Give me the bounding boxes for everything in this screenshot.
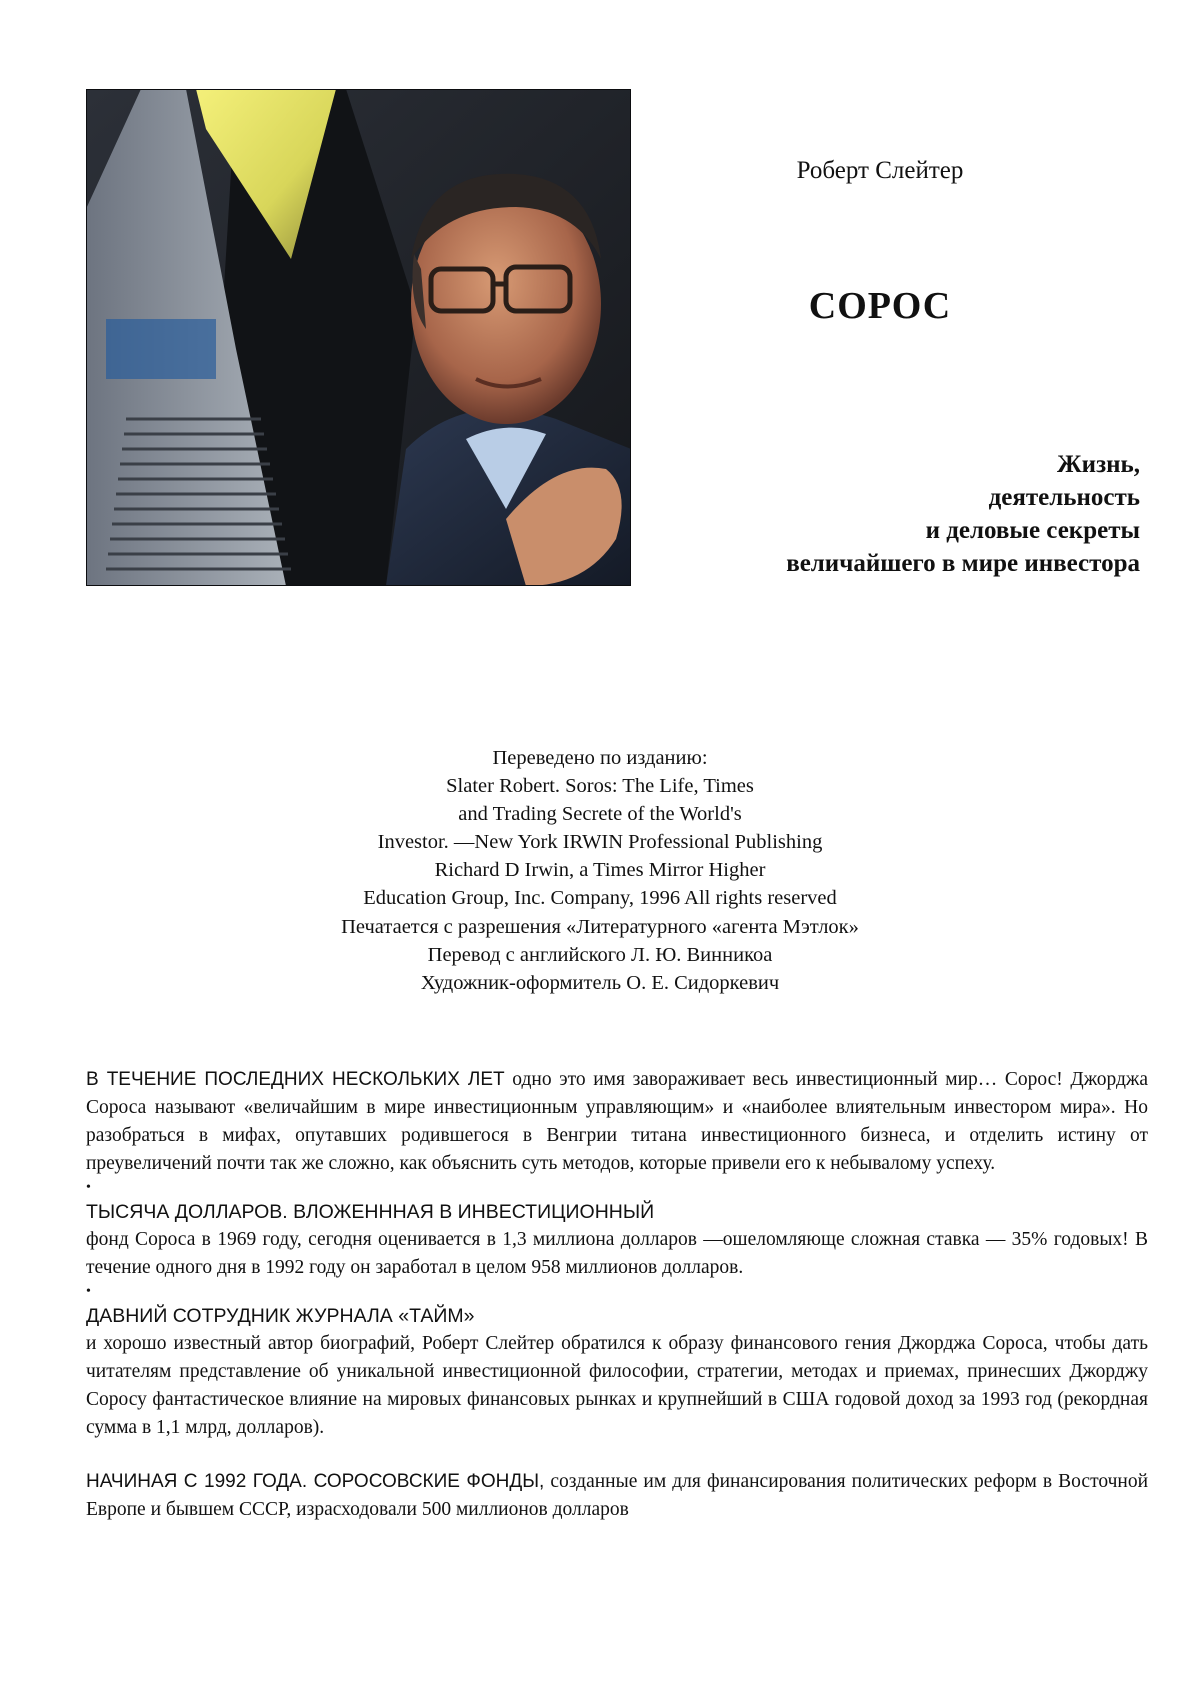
paragraph-lead: В ТЕЧЕНИЕ ПОСЛЕДНИХ НЕСКОЛЬКИХ ЛЕТ	[86, 1069, 505, 1090]
credit-line: Печатается с разрешения «Литературного «агента Мэтлок»	[341, 915, 859, 938]
credit-line: Переведено по изданию:	[492, 747, 708, 769]
paragraph-fund-growth: фонд Сороса в 1969 году, сегодня оценивается в 1,3 миллиона долларов —ошеломляюще сложная ставка — 35% годовых! В течение одного дня в 1992 году он заработал в целом 958 миллионов долларов.	[86, 1229, 1148, 1278]
paragraph-intro	[86, 1066, 1148, 1178]
subtitle-line: деятельность	[988, 484, 1140, 511]
subtitle-line: величайшего в мире инвестора	[786, 550, 1140, 577]
translation-credits	[100, 744, 1100, 997]
subtitle-line: и деловые секреты	[925, 517, 1140, 544]
paragraph-lead: НАЧИНАЯ С 1992 ГОДА. СОРОСОВСКИЕ ФОНДЫ,	[86, 1471, 545, 1492]
paragraph-foundations	[86, 1468, 1148, 1524]
book-subtitle	[580, 448, 1140, 580]
book-title: СОРОС	[808, 285, 952, 327]
credit-line: and Trading Secrete of the World's	[458, 803, 742, 826]
section-heading: ДАВНИЙ СОТРУДНИК ЖУРНАЛА «ТАЙМ»	[86, 1305, 475, 1327]
portrait-image	[86, 89, 631, 586]
credit-line: Перевод с английского Л. Ю. Винникоа	[427, 943, 773, 966]
paragraph-text: одно это имя завораживает весь инвестиционный мир… Сорос! Джорджа Сороса называют «величайшим в мире инвестиционным управляющим» и «наиболее влиятельным инвестором мира». Но разобраться в мифах, опутавших родившегося в Венгрии титана инвестиционного бизнеса, и отделить истину от преувеличений почти так же сложно, как объяснить суть методов, которые привели его к небывалому успеху.	[86, 1069, 1148, 1174]
bullet-marker: •	[86, 1180, 91, 1195]
credit-line: Richard D Irwin, a Times Mirror Higher	[434, 859, 766, 882]
credit-line: Slater Robert. Soros: The Life, Times	[446, 775, 754, 798]
paragraph-spacer	[86, 1442, 1148, 1468]
credit-line: Художник-оформитель О. Е. Сидоркевич	[420, 971, 780, 994]
book-author: Роберт Слейтер	[796, 157, 964, 184]
credit-line: Investor. —New York IRWIN Professional Publishing	[377, 831, 823, 854]
paragraph-text: созданные им для финансирования политических реформ в Восточной Европе и бывшем СССР, израсходовали 500 миллионов долларов	[86, 1471, 1149, 1520]
cover-photo	[86, 89, 631, 586]
subtitle-line: Жизнь,	[1056, 451, 1140, 478]
paragraph-author-bio: и хорошо известный автор биографий, Роберт Слейтер обратился к образу финансового гения Джорджа Сороса, чтобы дать читателям представление об уникальной инвестиционной философии, стратегии, методах и приемах, принесших Джорджу Соросу фантастическое влияние на мировых финансовых рынках и крупнейший в США годовой доход за 1993 год (рекордная сумма в 1,1 млрд, долларов).	[86, 1333, 1148, 1438]
section-heading: ТЫСЯЧА ДОЛЛАРОВ. ВЛОЖЕНННАЯ В ИНВЕСТИЦИОННЫЙ	[86, 1201, 655, 1223]
credit-line: Education Group, Inc. Company, 1996 All rights reserved	[363, 887, 837, 910]
bullet-marker: •	[86, 1284, 91, 1299]
annotation-text	[86, 1066, 1148, 1524]
